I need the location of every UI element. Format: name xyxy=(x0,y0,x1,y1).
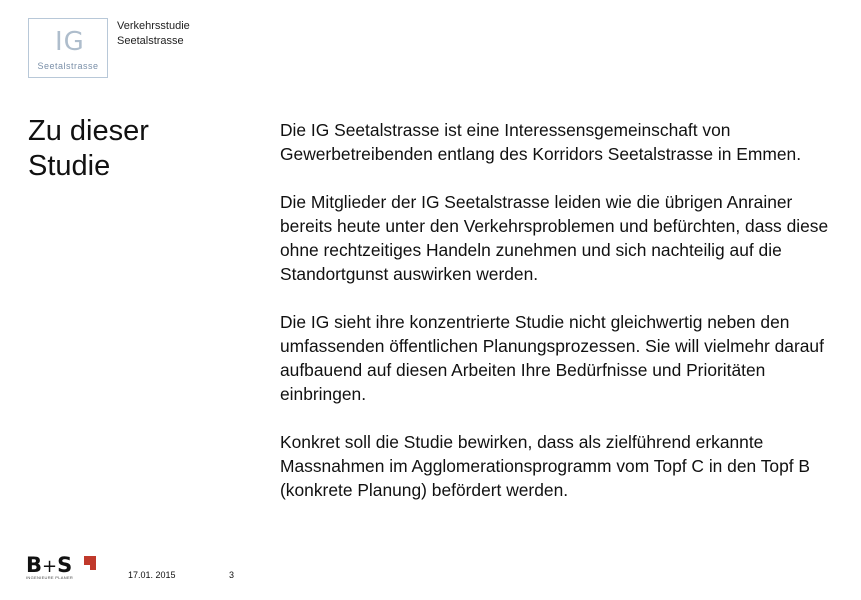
ig-logo-mark: IG xyxy=(55,27,85,57)
company-logo-tagline: INGENIEURE PLANER xyxy=(26,575,74,580)
ig-logo xyxy=(28,18,108,78)
company-logo-b: B xyxy=(26,553,43,577)
header-line2: Seetalstrasse xyxy=(117,35,184,47)
company-logo xyxy=(26,553,98,583)
header-title xyxy=(117,19,190,49)
paragraph-3: Die IG sieht ihre konzentrierte Studie nicht gleichwertig neben den umfassenden öffentlichen Planungsprozessen. Sie will vielmehr darauf aufbauend auf diesen Arbeiten Ihre Bedürfnisse und Prioritäten einbringen. xyxy=(280,312,824,404)
slide-title-line1: Zu dieser xyxy=(28,115,149,147)
paragraph-1: Die IG Seetalstrasse ist eine Interessensgemeinschaft von Gewerbetreibenden entlang des Korridors Seetalstrasse in Emmen. xyxy=(280,120,802,164)
footer-date: 17.01. 2015 xyxy=(128,570,176,580)
slide-title-line2: Studie xyxy=(28,150,111,182)
company-logo-s: S xyxy=(57,553,73,577)
slide-title xyxy=(28,114,149,184)
header-line1: Verkehrsstudie xyxy=(117,20,190,32)
slide-body xyxy=(280,118,836,526)
ig-logo-subtitle: Seetalstrasse xyxy=(37,61,99,71)
company-logo-accent-2 xyxy=(90,562,96,570)
paragraph-2: Die Mitglieder der IG Seetalstrasse leiden wie die übrigen Anrainer bereits heute unter den Verkehrsproblemen und befürchten, dass diese ohne rechtzeitiges Handeln zunehmen und sich nachteilig auf die Standortgunst auswirken werden. xyxy=(280,192,829,284)
page-number: 3 xyxy=(229,570,235,580)
company-logo-plus: + xyxy=(42,556,58,577)
paragraph-4: Konkret soll die Studie bewirken, dass als zielführend erkannte Massnahmen im Agglomerationsprogramm vom Topf C in den Topf B (konkrete Planung) befördert werden. xyxy=(280,432,811,500)
